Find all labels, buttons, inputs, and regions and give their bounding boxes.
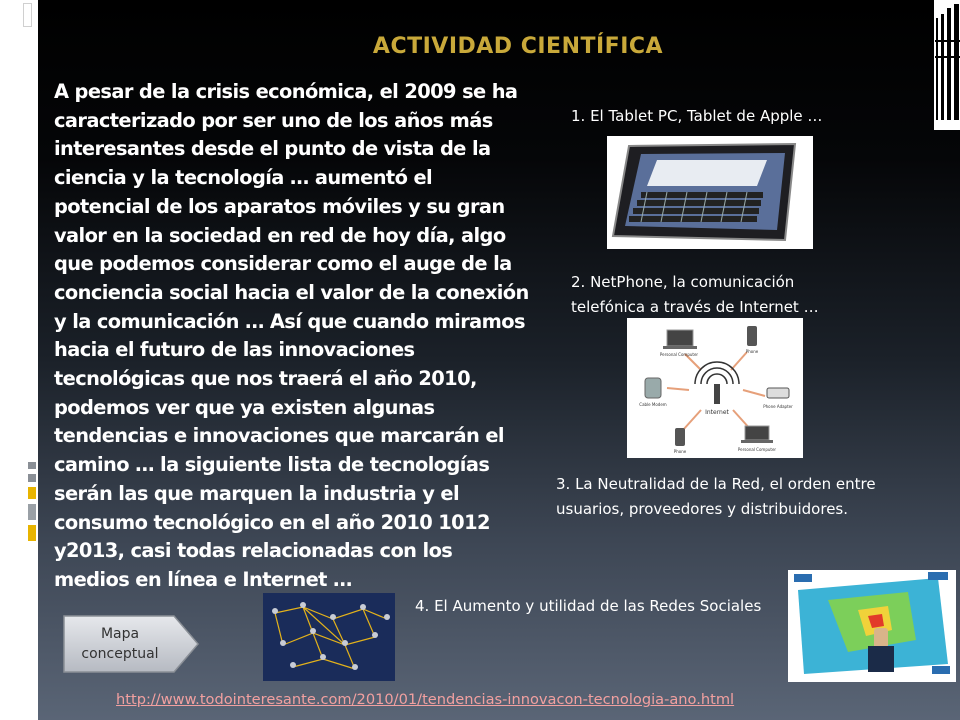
- net-neutrality-image: [788, 570, 956, 682]
- node-phone-1-label: Phone: [745, 349, 759, 354]
- intro-paragraph: A pesar de la crisis económica, el 2009 se ha caracterizado por ser uno de los años más interesantes desde el punto de vista de la ciencia y la tecnología … aumentó el potencial de los aparatos móviles y su gran valor en la sociedad en red de hoy día, algo que podemos considerar como el auge de la conciencia social hacia el valor de la conexión y la comunicación … Así que cuando miramos hacia el futuro de las innovaciones tecnológicas que nos traerá el año 2010, podemos ver que ya existen algunas tendencias e innovaciones que marcarán el camino … la siguiente lista de tecnologías serán las que marquen la industria y el consumo tecnológico en el año 2010 1012 y2013, casi todas relacionadas con los medios en línea e Internet …: [54, 80, 529, 591]
- item-1-text: 1. El Tablet PC, Tablet de Apple …: [571, 107, 823, 125]
- item-3-text: 3. La Neutralidad de la Red, el orden entre usuarios, proveedores y distribuidores.: [556, 475, 876, 518]
- netphone-diagram-image: [627, 318, 803, 458]
- item-2-text: 2. NetPhone, la comunicación telefónica a través de Internet …: [571, 273, 819, 316]
- concept-map-label: Mapa conceptual: [81, 626, 159, 662]
- social-network-image: [263, 593, 395, 681]
- node-modem-label: Cable Modem: [639, 402, 667, 407]
- decor-bar-gold-1: [28, 487, 36, 499]
- slide-title: ACTIVIDAD CIENTÍFICA: [372, 34, 664, 59]
- item-4-text: 4. El Aumento y utilidad de las Redes Sociales: [415, 597, 762, 615]
- source-link[interactable]: http://www.todointeresante.com/2010/01/tendencias-innovacon-tecnologia-ano.html: [116, 691, 735, 708]
- node-internet-label: Internet: [705, 409, 729, 416]
- decor-bar-gray-2: [28, 474, 36, 482]
- decor-bar-white-top: [23, 3, 32, 27]
- decor-bar-gray-3: [28, 504, 36, 520]
- node-adapter-label: Phone Adapter: [763, 404, 793, 409]
- left-margin-strip: [0, 0, 38, 720]
- slide: [38, 0, 960, 720]
- node-pc-2-label: Personal Computer: [737, 447, 777, 452]
- tablet-pc-image: [607, 136, 813, 249]
- decor-bar-gray-1: [28, 462, 36, 469]
- concept-map-button[interactable]: [62, 614, 200, 674]
- node-phone-2-label: Phone: [673, 449, 687, 454]
- decor-bar-gold-2: [28, 525, 36, 541]
- node-pc-1-label: Personal Computer: [659, 352, 699, 357]
- decor-lines-right: [908, 0, 960, 130]
